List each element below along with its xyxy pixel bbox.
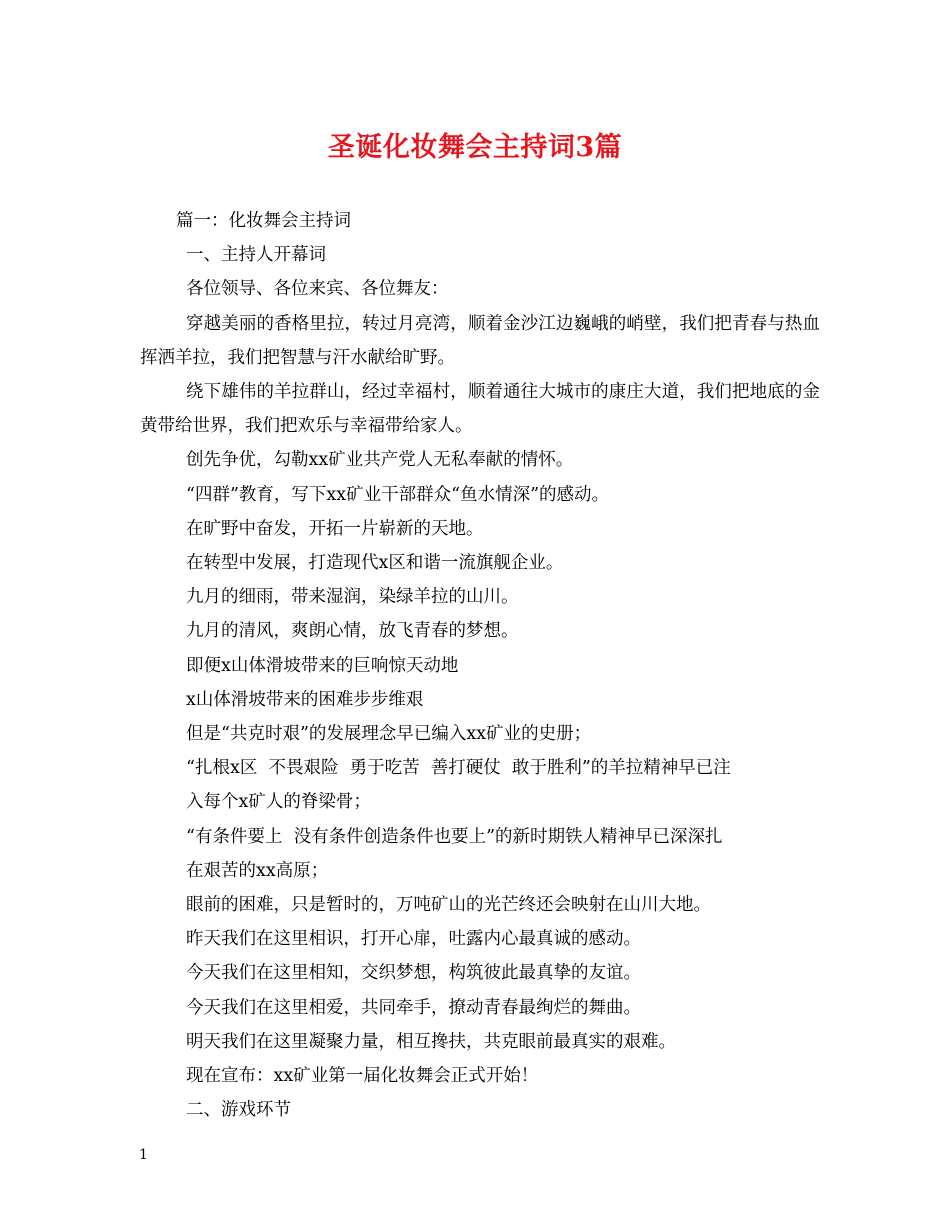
part1-heading: 一、主持人开幕词 [186, 245, 326, 266]
section-heading: 篇一：化妆舞会主持词 [176, 211, 351, 231]
text-line: 明天我们在这里凝聚力量，相互搀扶，共克眼前最真实的艰难。 [186, 1031, 676, 1052]
text-line: 昨天我们在这里相识，打开心扉，吐露内心最真诚的感动。 [186, 929, 641, 950]
text-line: 在转型中发展，打造现代x区和谐一流旗舰企业。 [186, 553, 564, 574]
text-line: 但是“共克时艰”的发展理念早已编入xx矿业的史册； [186, 724, 592, 745]
text-line: 入每个x矿人的脊梁骨； [186, 792, 371, 813]
text-line: x山体滑坡带来的困难步步维艰 [186, 689, 424, 710]
page-number: 1 [139, 1147, 148, 1163]
text-line: 在艰苦的xx高原； [186, 860, 329, 881]
text-line: 眼前的困难，只是暂时的，万吨矿山的光芒终还会映射在山川大地。 [186, 895, 711, 916]
text-line: “扎根x区 不畏艰险 勇于吃苦 善打硬仗 敢于胜利”的羊拉精神早已注 [186, 758, 731, 779]
text-line: “四群”教育，写下xx矿业干部群众“鱼水情深”的感动。 [186, 484, 610, 505]
text-line: 现在宣布：xx矿业第一届化妆舞会正式开始！ [186, 1066, 539, 1087]
greeting-line: 各位领导、各位来宾、各位舞友： [186, 279, 449, 300]
text-line: 九月的清风，爽朗心情，放飞青春的梦想。 [186, 621, 519, 642]
paragraph: 绕下雄伟的羊拉群山，经过幸福村，顺着通往大城市的康庄大道，我们把地底的金黄带给世界，我们把欢乐与幸福带给家人。 [140, 382, 820, 437]
text-line: 创先争优，勾勒xx矿业共产党人无私奉献的情怀。 [186, 450, 574, 471]
text-line: 今天我们在这里相知，交织梦想，构筑彼此最真挚的友谊。 [186, 963, 641, 984]
text-line: “有条件要上 没有条件创造条件也要上”的新时期铁人精神早已深深扎 [186, 826, 723, 847]
text-line: 在旷野中奋发，开拓一片崭新的天地。 [186, 518, 484, 539]
part2-heading: 二、游戏环节 [186, 1100, 291, 1121]
text-line: 今天我们在这里相爱，共同牵手，撩动青春最绚烂的舞曲。 [186, 997, 641, 1018]
document-title: 圣诞化妆舞会主持词3篇 [327, 132, 623, 163]
paragraph: 穿越美丽的香格里拉，转过月亮湾，顺着金沙江边巍峨的峭壁，我们把青春与热血挥洒羊拉，我们把智慧与汗水献给旷野。 [140, 313, 820, 368]
text-line: 九月的细雨，带来湿润，染绿羊拉的山川。 [186, 587, 519, 608]
text-line: 即便x山体滑坡带来的巨响惊天动地 [186, 655, 459, 676]
document-body [140, 204, 820, 1127]
